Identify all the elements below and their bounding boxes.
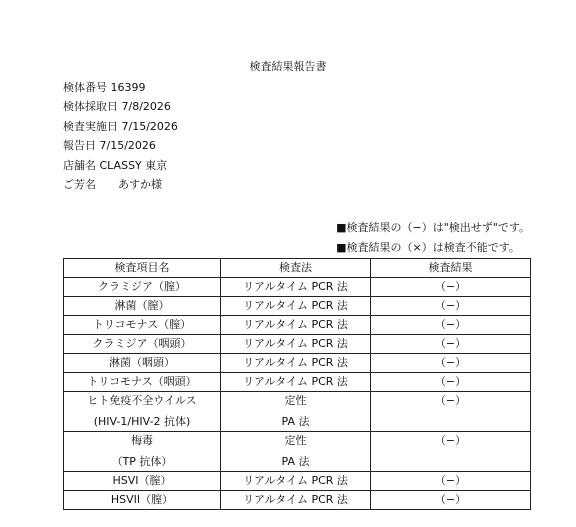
test-item-line1: ヒト免疫不全ウイルス: [87, 394, 197, 407]
test-method: リアルタイム PCR 法: [221, 373, 371, 392]
test-method: リアルタイム PCR 法: [221, 316, 371, 335]
table-row: [64, 472, 531, 491]
table-row: [64, 432, 531, 472]
result-notes: [336, 221, 530, 261]
table-row: [64, 491, 531, 510]
store-name: 店舗名 CLASSY 東京: [63, 158, 168, 172]
test-item: [64, 392, 221, 432]
test-item-line2: (HIV-1/HIV-2 抗体): [93, 415, 191, 428]
table-row: [64, 316, 531, 335]
report-title: 検査結果報告書: [249, 60, 327, 73]
test-item: HSVII（膣）: [64, 491, 221, 510]
specimen-number: 検体番号 16399: [63, 81, 146, 94]
table-row: [64, 373, 531, 392]
customer-name: ご芳名 あすか様: [63, 177, 162, 191]
test-result: （−）: [371, 373, 531, 392]
test-result: （−）: [371, 335, 531, 354]
test-method: リアルタイム PCR 法: [221, 297, 371, 316]
test-item: トリコモナス（膣）: [64, 316, 221, 335]
table-header-row: [64, 259, 531, 278]
report-date: 報告日 7/15/2026: [63, 139, 156, 153]
test-method: [221, 432, 371, 472]
note-invalid: ■検査結果の（×）は検査不能です。: [336, 241, 520, 254]
table-row: [64, 392, 531, 432]
table-row: [64, 297, 531, 316]
test-item: [64, 432, 221, 472]
test-method: リアルタイム PCR 法: [221, 335, 371, 354]
specimen-info: [63, 81, 178, 197]
table-row: [64, 335, 531, 354]
test-result: （−）: [371, 354, 531, 373]
header-result: 検査結果: [371, 259, 531, 278]
test-item: 淋菌（膣）: [64, 297, 221, 316]
test-item-line2: （TP 抗体）: [111, 455, 173, 468]
test-item: クラミジア（咽頭）: [64, 335, 221, 354]
test-method-line2: PA 法: [281, 455, 310, 468]
test-method-line1: 定性: [284, 434, 307, 447]
table-row: [64, 278, 531, 297]
test-item: トリコモナス（咽頭）: [64, 373, 221, 392]
test-method-line1: 定性: [284, 394, 307, 407]
test-date: 検査実施日 7/15/2026: [63, 119, 178, 133]
table-row: [64, 354, 531, 373]
test-result: （−）: [371, 491, 531, 510]
test-result: （−）: [371, 392, 531, 432]
test-item: クラミジア（膣）: [64, 278, 221, 297]
test-item: HSVI（膣）: [64, 472, 221, 491]
test-result: （−）: [371, 316, 531, 335]
test-method: リアルタイム PCR 法: [221, 354, 371, 373]
collection-date: 検体採取日 7/8/2026: [63, 100, 171, 114]
test-method: [221, 392, 371, 432]
note-negative: ■検査結果の（−）は"検出せず"です。: [336, 221, 530, 234]
results-table: [63, 258, 531, 510]
test-method: リアルタイム PCR 法: [221, 472, 371, 491]
test-item: 淋菌（咽頭）: [64, 354, 221, 373]
test-method: リアルタイム PCR 法: [221, 491, 371, 510]
test-method-line2: PA 法: [281, 415, 310, 428]
header-method: 検査法: [221, 259, 371, 278]
test-result: （−）: [371, 472, 531, 491]
test-result: （−）: [371, 297, 531, 316]
test-item-line1: 梅毒: [131, 434, 153, 447]
test-method: リアルタイム PCR 法: [221, 278, 371, 297]
header-test-item: 検査項目名: [64, 259, 221, 278]
test-result: （−）: [371, 432, 531, 472]
test-result: （−）: [371, 278, 531, 297]
